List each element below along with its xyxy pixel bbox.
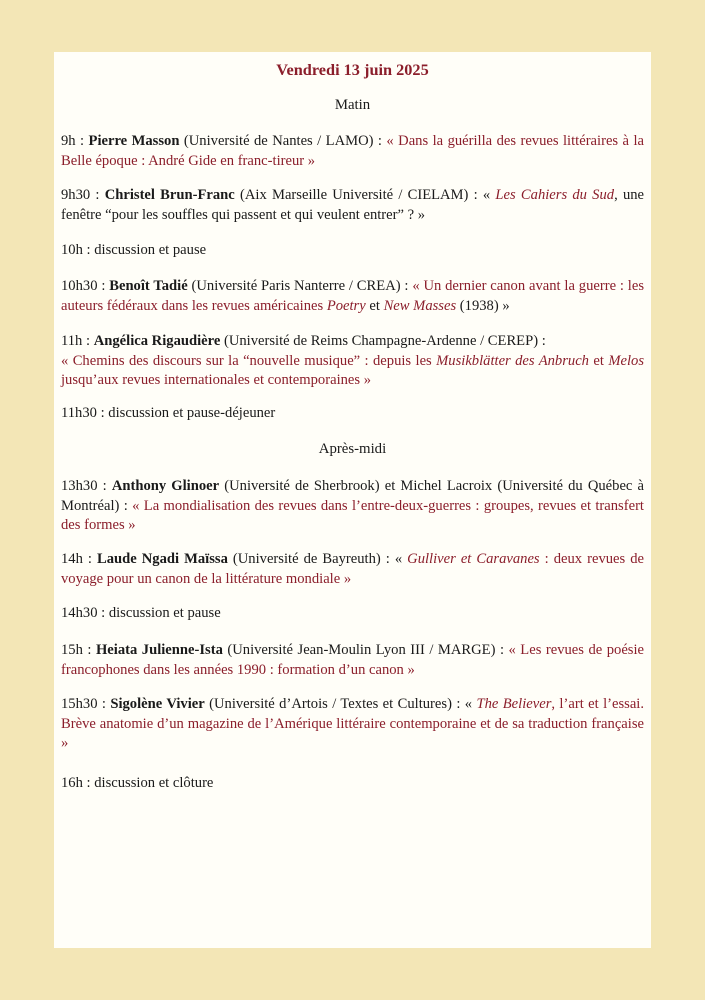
entry-talk-italic: The Believer: [476, 696, 552, 712]
section-afternoon: Après-midi: [318, 441, 387, 457]
entry-talk-title: « Les revues de poésie francophones dans les années 1990 : formation d’un canon »: [61, 642, 645, 678]
entry-speaker: Pierre Masson: [88, 133, 180, 149]
entry-affiliation: (Université de Nantes / LAMO) :: [179, 133, 387, 149]
entry-16h: [61, 774, 644, 794]
entry-talk-title: , l’art et l’essai. Brève anatomie d’un magazine de l’Amérique littéraire contemporaine et de sa traduction française »: [61, 696, 645, 751]
entry-9h30: [61, 186, 644, 225]
entry-talk-italic: Poetry: [326, 297, 366, 314]
entry-talk-italic: New Masses: [383, 297, 457, 314]
entry-talk-italic: Melos: [608, 352, 644, 369]
entry-speaker: Laude Ngadi Maïssa: [97, 551, 228, 567]
entry-affiliation: (Université Paris Nanterre / CREA) :: [187, 278, 413, 294]
entry-time: 11h :: [61, 333, 91, 349]
entry-affiliation: (Université Jean-Moulin Lyon III / MARGE) :: [222, 642, 509, 658]
entry-talk-title: , une fenêtre “pour les souffles qui passent et qui veulent entrer” ? »: [61, 187, 645, 223]
entry-time: 9h30 :: [61, 187, 100, 203]
entry-time: 14h :: [61, 551, 92, 567]
entry-speaker: Benoît Tadié: [109, 278, 188, 294]
day-title: Vendredi 13 juin 2025: [276, 60, 429, 79]
entry-break: 10h : discussion et pause: [61, 242, 207, 258]
entry-speaker: Christel Brun-Franc: [104, 187, 235, 203]
entry-talk-end: (1938) »: [456, 297, 510, 314]
entry-14h: [61, 550, 644, 589]
program-page: [54, 52, 651, 948]
entry-speaker: Angélica Rigaudière: [93, 333, 221, 349]
entry-time: 9h :: [61, 133, 85, 149]
entry-talk-mid: et: [365, 297, 384, 314]
entry-talk-mid: et: [588, 352, 609, 369]
entry-14h30: [61, 604, 644, 624]
entry-affiliation: (Aix Marseille Université / CIELAM) : «: [234, 187, 496, 203]
entry-talk-title: « Dans la guérilla des revues littéraires à la Belle époque : André Gide en franc-tireur »: [61, 133, 644, 169]
entry-time: 15h30 :: [61, 696, 106, 712]
entry-break: 14h30 : discussion et pause: [61, 605, 221, 621]
entry-9h: [61, 132, 644, 171]
entry-affiliation: (Université de Reims Champagne-Ardenne / CEREP) :: [220, 333, 546, 349]
entry-time: 15h :: [61, 642, 92, 658]
entry-break: 16h : discussion et clôture: [61, 775, 214, 791]
entry-talk-italic: Gulliver et Caravanes: [407, 551, 540, 567]
entry-time: 10h30 :: [61, 278, 106, 294]
entry-speaker: Anthony Glinoer: [111, 478, 220, 494]
entry-10h30: [61, 277, 644, 316]
entry-11h30: [61, 404, 644, 424]
section-morning: Matin: [334, 97, 371, 113]
entry-talk-title: « Chemins des discours sur la “nouvelle musique” : depuis les: [61, 352, 437, 369]
entry-11h: [61, 332, 644, 391]
entry-speaker: Heiata Julienne-Ista: [95, 642, 223, 658]
entry-speaker: Sigolène Vivier: [110, 696, 205, 712]
entry-13h30: [61, 477, 644, 536]
entry-talk-end: jusqu’aux revues internationales et contemporaines »: [61, 372, 372, 388]
entry-time: 13h30 :: [61, 478, 107, 494]
entry-talk-title: « Un dernier canon avant la guerre : les auteurs fédéraux dans les revues américaines: [61, 278, 645, 314]
entry-talk-title: : deux revues de voyage pour un canon de la littérature mondiale »: [61, 551, 644, 587]
entry-talk-italic: Musikblätter des Anbruch: [436, 352, 589, 369]
entry-15h30: [61, 695, 644, 754]
entry-talk-title: « La mondialisation des revues dans l’entre-deux-guerres : groupes, revues et transfert des formes »: [61, 497, 644, 533]
entry-break: 11h30 : discussion et pause-déjeuner: [61, 405, 276, 421]
entry-affiliation: (Université d’Artois / Textes et Cultures) : «: [204, 696, 477, 712]
entry-affiliation: (Université de Sherbrook) et Michel Lacroix (Université du Québec à Montréal) :: [61, 478, 645, 514]
entry-10h: [61, 241, 644, 261]
entry-affiliation: (Université de Bayreuth) : «: [227, 551, 408, 567]
entry-15h: [61, 641, 644, 680]
entry-talk-italic: Les Cahiers du Sud: [495, 187, 615, 203]
